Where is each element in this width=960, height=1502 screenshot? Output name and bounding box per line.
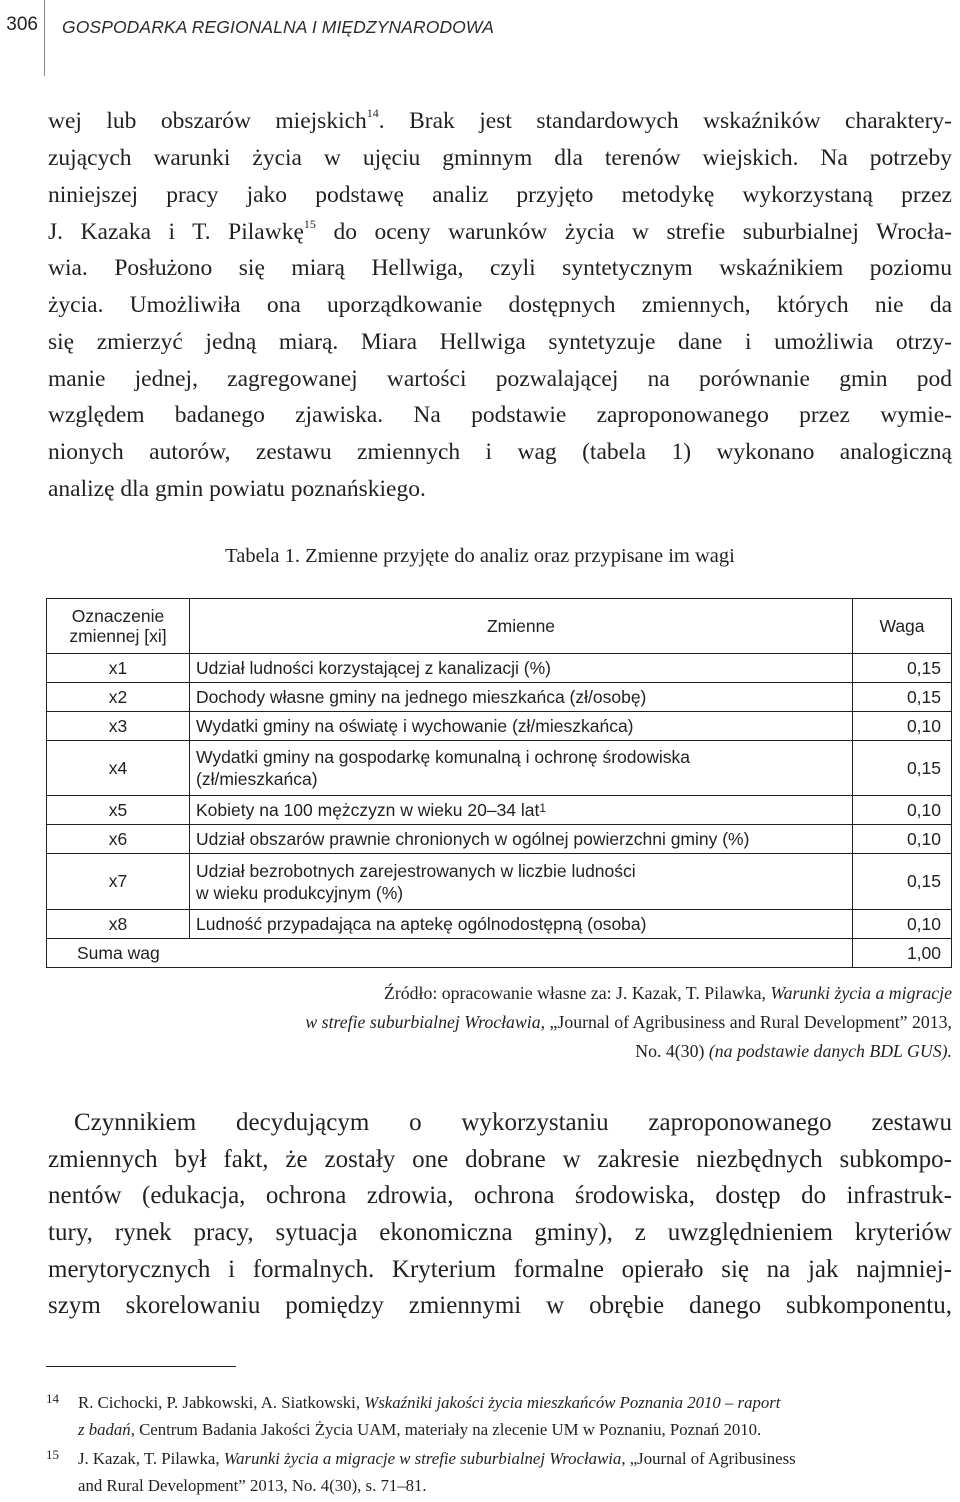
text-line: zujących warunki życia w ujęciu gminnym dla terenów wiejskich. Na potrzeby: [48, 145, 952, 171]
sum-label: Suma wag: [47, 939, 853, 968]
text-line: tury, rynek pracy, sytuacja ekonomiczna gminy), z uwzględnieniem kryteriów: [48, 1219, 952, 1246]
cell-variable: Ludność przypadająca na aptekę ogólnodostępną (osoba): [190, 910, 853, 939]
cell-weight: 0,10: [853, 796, 952, 825]
table-row: [47, 712, 952, 741]
table-footnote-ref: 1: [539, 801, 547, 815]
cell-weight: 0,10: [853, 825, 952, 854]
cell-weight: 0,15: [853, 654, 952, 683]
text-line: Czynnikiem decydującym o wykorzystaniu zaproponowanego zestawu: [74, 1109, 952, 1136]
cell-variable: Wydatki gminy na oświatę i wychowanie (zł/mieszkańca): [190, 712, 853, 741]
header-divider: [44, 0, 45, 76]
footnote-15-line: and Rural Development” 2013, No. 4(30), s. 71–81.: [78, 1476, 427, 1495]
cell-variable: Wydatki gminy na gospodarkę komunalną i ochronę środowiska (zł/mieszkańca): [190, 741, 853, 796]
table-source-line: w strefie suburbialnej Wrocławia, „Journal of Agribusiness and Rural Development” 2013,: [305, 1012, 952, 1032]
table-row: [47, 796, 952, 825]
table-source-line: No. 4(30) (na podstawie danych BDL GUS).: [635, 1041, 952, 1061]
table-row: [47, 741, 952, 796]
cell-weight: 0,15: [853, 741, 952, 796]
text-line: niniejszej pracy jako podstawę analiz przyjęto metodykę wykorzystaną przez: [48, 182, 952, 208]
cell-variable: Udział bezrobotnych zarejestrowanych w liczbie ludności w wieku produkcyjnym (%): [190, 854, 853, 910]
sum-value: 1,00: [853, 939, 952, 968]
page-number: 306: [6, 14, 38, 35]
text-line: merytorycznych i formalnych. Kryterium formalne opierało się na jak najmniej-: [48, 1256, 952, 1283]
text-line: analizę dla gmin powiatu poznańskiego.: [48, 476, 426, 502]
text-line: zmiennych był fakt, że zostały one dobrane w zakresie niezbędnych subkompo-: [48, 1146, 952, 1173]
footnote-14-line: z badań, Centrum Badania Jakości Życia UAM, materiały na zlecenie UM w Poznaniu, Poznań 2010.: [78, 1420, 762, 1439]
table-row: [47, 825, 952, 854]
footnote-14-line: R. Cichocki, P. Jabkowski, A. Siatkowski, Wskaźniki jakości życia mieszkańców Poznania 2010 – raport: [78, 1393, 781, 1412]
table-header-row: [47, 599, 952, 654]
cell-weight: 0,10: [853, 712, 952, 741]
header-variable: Zmienne: [190, 599, 853, 654]
header-symbol: Oznaczenie zmiennej [xi]: [47, 599, 190, 654]
table-row: [47, 654, 952, 683]
cell-variable: Udział ludności korzystającej z kanalizacji (%): [190, 654, 853, 683]
text-line: względem badanego zjawiska. Na podstawie zaproponowanego przez wymie-: [48, 402, 952, 428]
text-line: nionych autorów, zestawu zmiennych i wag (tabela 1) wykonano analogiczną: [48, 439, 952, 465]
cell-symbol: x4: [47, 741, 190, 796]
text-line: manie jednej, zagregowanej wartości pozwalającej na porównanie gmin pod: [48, 366, 952, 392]
variables-table: [46, 598, 952, 968]
cell-symbol: x2: [47, 683, 190, 712]
cell-symbol: x3: [47, 712, 190, 741]
footnote-number: 15: [46, 1447, 59, 1462]
cell-variable: Kobiety na 100 mężczyzn w wieku 20–34 lat$^1$: [190, 796, 853, 825]
table-row: [47, 910, 952, 939]
footnote-divider: [46, 1366, 236, 1367]
running-header: GOSPODARKA REGIONALNA I MIĘDZYNARODOWA: [62, 17, 494, 37]
text-line: J. Kazaka i T. Pilawkę$^{15}$ do oceny warunków życia w strefie suburbialnej Wrocła-: [48, 217, 953, 245]
text-line: wej lub obszarów miejskich$^{14}$. Brak jest standardowych wskaźników charaktery-: [48, 106, 953, 134]
table-row: [47, 683, 952, 712]
text-line: życia. Umożliwiła ona uporządkowanie dostępnych zmiennych, których nie da: [48, 292, 952, 318]
text-line: nentów (edukacja, ochrona zdrowia, ochrona środowiska, dostęp do infrastruk-: [48, 1182, 952, 1209]
cell-symbol: x1: [47, 654, 190, 683]
cell-symbol: x5: [47, 796, 190, 825]
text-line: wia. Posłużono się miarą Hellwiga, czyli syntetycznym wskaźnikiem poziomu: [48, 255, 952, 281]
text-line: się zmierzyć jedną miarą. Miara Hellwiga syntetyzuje dane i umożliwia otrzy-: [48, 329, 952, 355]
header-weight: Waga: [853, 599, 952, 654]
cell-weight: 0,15: [853, 854, 952, 910]
cell-weight: 0,10: [853, 910, 952, 939]
footnote-ref-14[interactable]: 14: [366, 106, 379, 120]
cell-variable: Udział obszarów prawnie chronionych w ogólnej powierzchni gminy (%): [190, 825, 853, 854]
cell-variable: Dochody własne gminy na jednego mieszkańca (zł/osobę): [190, 683, 853, 712]
table-source-line: Źródło: opracowanie własne za: J. Kazak, T. Pilawka, Warunki życia a migracje: [383, 983, 952, 1003]
footnote-number: 14: [46, 1391, 59, 1406]
cell-weight: 0,15: [853, 683, 952, 712]
footnote-15-line: J. Kazak, T. Pilawka, Warunki życia a migracje w strefie suburbialnej Wrocławia, „Journal of Agribusiness: [78, 1449, 796, 1468]
table-sum-row: [47, 939, 952, 968]
table-caption: Tabela 1. Zmienne przyjęte do analiz oraz przypisane im wagi: [225, 545, 735, 567]
table-row: [47, 854, 952, 910]
footnote-ref-15[interactable]: 15: [303, 217, 316, 231]
text-line: szym skorelowaniu pomiędzy zmiennymi w obrębie danego subkomponentu,: [48, 1292, 952, 1319]
cell-symbol: x7: [47, 854, 190, 910]
cell-symbol: x8: [47, 910, 190, 939]
cell-symbol: x6: [47, 825, 190, 854]
